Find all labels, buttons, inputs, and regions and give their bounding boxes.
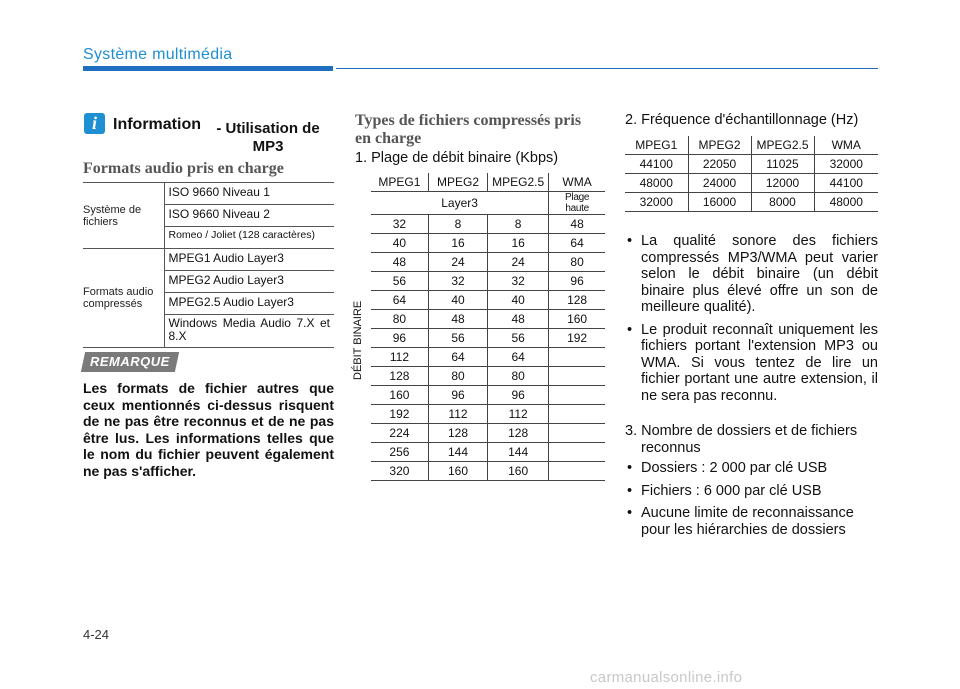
table-cell: 64 — [371, 291, 428, 310]
list-item: • Aucune limite de reconnaissance pour les hiérarchies de dossiers — [625, 505, 878, 538]
table-cell: 64 — [488, 348, 549, 367]
column-header: MPEG2 — [688, 136, 751, 155]
table-row — [371, 367, 605, 386]
table-cell: 96 — [428, 386, 487, 405]
table-cell: 32 — [371, 215, 428, 234]
list-item: • Le produit reconnaît uniquement les fichiers portant l'extension MP3 ou WMA. Si vous tentez de lire un fichier portant une autre extension, il ne sera pas reconnu. — [625, 322, 878, 405]
table-cell: 160 — [549, 310, 605, 329]
table-cell: 80 — [488, 367, 549, 386]
table-cell: 16 — [488, 234, 549, 253]
table-row — [625, 193, 878, 212]
formats-category: Système de fichiers — [83, 183, 164, 249]
table-cell: 128 — [371, 367, 428, 386]
table-row — [371, 173, 605, 192]
table-row — [371, 329, 605, 348]
table-cell: 56 — [428, 329, 487, 348]
header-rule — [336, 68, 878, 69]
table-cell: 320 — [371, 462, 428, 481]
table-cell: 96 — [488, 386, 549, 405]
table-cell: 22050 — [688, 155, 751, 174]
remarque-text: Les formats de fichier autres que ceux mentionnés ci-dessus risquent de ne pas être reconnus et de ne pas être lus. Les informations telles que le nom du fichier peuvent également ne pas s'afficher. — [83, 380, 334, 479]
table-cell: 8000 — [751, 193, 814, 212]
table-cell: 32000 — [814, 155, 878, 174]
table-cell: 256 — [371, 443, 428, 462]
table-cell: 96 — [549, 272, 605, 291]
table-row — [83, 249, 334, 271]
remarque-badge — [81, 352, 179, 372]
bitrate-table — [371, 173, 605, 481]
table-cell: 32 — [428, 272, 487, 291]
formats-item: MPEG2.5 Audio Layer3 — [164, 293, 334, 315]
table-row — [371, 234, 605, 253]
remarque-label: REMARQUE — [90, 354, 170, 369]
table-cell: 64 — [428, 348, 487, 367]
table-cell: 192 — [371, 405, 428, 424]
list-item: • Dossiers : 2 000 par clé USB — [625, 460, 878, 477]
table-cell: 80 — [549, 253, 605, 272]
table-cell: 24 — [488, 253, 549, 272]
table-cell: 44100 — [814, 174, 878, 193]
formats-item: Windows Media Audio 7.X et 8.X — [164, 315, 334, 348]
formats-item: ISO 9660 Niveau 1 — [164, 183, 334, 205]
table-cell: 224 — [371, 424, 428, 443]
table-cell: 56 — [488, 329, 549, 348]
list-item: • La qualité sonore des fichiers compressés MP3/WMA peut varier selon le débit binaire (un débit binaire plus élevé offre un son de meilleure qualité). — [625, 233, 878, 316]
wma-range-label: Plage haute — [549, 192, 605, 215]
formats-item: MPEG1 Audio Layer3 — [164, 249, 334, 271]
formats-item: ISO 9660 Niveau 2 — [164, 205, 334, 227]
types-heading: Types de fichiers compressés pris en charge — [355, 112, 582, 147]
table-row — [625, 136, 878, 155]
table-cell: 96 — [371, 329, 428, 348]
table-cell — [549, 405, 605, 424]
table-cell: 112 — [488, 405, 549, 424]
bitrate-axis-label: DÉBIT BINAIRE — [352, 300, 364, 380]
table-cell: 128 — [428, 424, 487, 443]
page-number: 4-24 — [83, 627, 110, 642]
table-cell: 112 — [371, 348, 428, 367]
info-subtitle: - Utilisation de MP3 — [216, 120, 320, 155]
table-cell: 48000 — [625, 174, 688, 193]
table-row — [371, 253, 605, 272]
layer-label: Layer3 — [371, 192, 549, 215]
table-cell — [549, 367, 605, 386]
info-label: Information — [113, 116, 201, 133]
table-row — [371, 386, 605, 405]
table-cell: 144 — [428, 443, 487, 462]
table-cell: 16 — [428, 234, 487, 253]
table-cell: 24 — [428, 253, 487, 272]
table-cell — [549, 462, 605, 481]
table-row — [371, 462, 605, 481]
table-cell: 64 — [549, 234, 605, 253]
table-cell: 80 — [428, 367, 487, 386]
section-title: Système multimédia — [83, 46, 233, 63]
table-cell — [549, 386, 605, 405]
table-cell: 144 — [488, 443, 549, 462]
table-cell: 56 — [371, 272, 428, 291]
table-cell: 48 — [488, 310, 549, 329]
formats-item: MPEG2 Audio Layer3 — [164, 271, 334, 293]
table-cell: 128 — [488, 424, 549, 443]
formats-item: Romeo / Joliet (128 caractères) — [164, 227, 334, 249]
quality-notes — [625, 233, 878, 410]
table-cell: 128 — [549, 291, 605, 310]
column-header: WMA — [549, 173, 605, 192]
table-cell: 8 — [428, 215, 487, 234]
table-row — [371, 348, 605, 367]
folders-section — [625, 423, 878, 544]
list-item: • Fichiers : 6 000 par clé USB — [625, 483, 878, 500]
table-cell: 48 — [371, 253, 428, 272]
frequency-table — [625, 136, 878, 212]
table-cell: 192 — [549, 329, 605, 348]
table-row — [371, 272, 605, 291]
table-row — [83, 183, 334, 205]
table-cell: 44100 — [625, 155, 688, 174]
column-header: MPEG1 — [625, 136, 688, 155]
table-cell: 160 — [428, 462, 487, 481]
table-row — [371, 192, 605, 215]
table-cell: 32 — [488, 272, 549, 291]
table-row — [371, 443, 605, 462]
table-row — [625, 155, 878, 174]
table-row — [371, 405, 605, 424]
table-row — [371, 310, 605, 329]
column-header: WMA — [814, 136, 878, 155]
table-cell: 40 — [371, 234, 428, 253]
table-cell: 40 — [428, 291, 487, 310]
formats-table — [83, 182, 334, 348]
table-row — [371, 291, 605, 310]
column-header: MPEG1 — [371, 173, 428, 192]
table-row — [625, 174, 878, 193]
header-accent-bar — [83, 66, 333, 71]
bitrate-heading: 1. Plage de débit binaire (Kbps) — [355, 150, 559, 166]
table-cell — [549, 348, 605, 367]
table-cell — [549, 443, 605, 462]
table-cell: 48 — [549, 215, 605, 234]
watermark[interactable]: carmanualsonline.info — [590, 669, 743, 686]
column-header: MPEG2.5 — [488, 173, 549, 192]
table-cell: 8 — [488, 215, 549, 234]
table-cell: 112 — [428, 405, 487, 424]
formats-category: Formats audio compressés — [83, 249, 164, 348]
table-cell: 32000 — [625, 193, 688, 212]
table-cell — [549, 424, 605, 443]
column-header: MPEG2.5 — [751, 136, 814, 155]
table-cell: 11025 — [751, 155, 814, 174]
table-cell: 80 — [371, 310, 428, 329]
table-row — [371, 215, 605, 234]
info-icon: i — [84, 113, 105, 134]
table-cell: 40 — [488, 291, 549, 310]
table-cell: 16000 — [688, 193, 751, 212]
table-cell: 48000 — [814, 193, 878, 212]
table-row — [371, 424, 605, 443]
table-cell: 160 — [488, 462, 549, 481]
frequency-heading: 2. Fréquence d'échantillonnage (Hz) — [625, 112, 859, 128]
folders-heading: 3. Nombre de dossiers et de fichiers reconnus — [625, 423, 858, 456]
table-cell: 48 — [428, 310, 487, 329]
column-header: MPEG2 — [428, 173, 487, 192]
table-cell: 24000 — [688, 174, 751, 193]
table-cell: 12000 — [751, 174, 814, 193]
formats-heading: Formats audio pris en charge — [83, 160, 284, 177]
table-cell: 160 — [371, 386, 428, 405]
